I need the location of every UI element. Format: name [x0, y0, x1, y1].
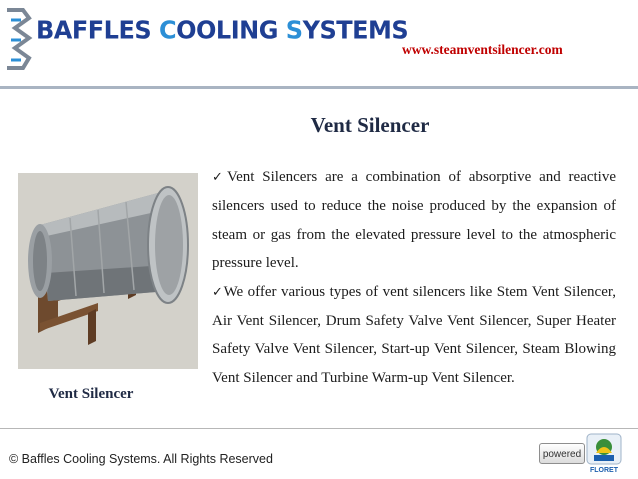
- slide-title: Vent Silencer: [310, 113, 430, 137]
- bullet-paragraph: [212, 163, 616, 278]
- footer-divider: [0, 428, 638, 429]
- brand-letter-c: C: [158, 15, 177, 45]
- floret-label: FLORET: [590, 467, 618, 474]
- brand-word-systems: YSTEMS: [302, 15, 409, 45]
- website-link[interactable]: www.steamventsilencer.com: [402, 42, 563, 57]
- floret-logo-icon[interactable]: [586, 433, 622, 471]
- description-text: [212, 163, 616, 392]
- header-divider: [0, 86, 638, 89]
- bullet-text: We offer various types of vent silencers like Stem Vent Silencer, Air Vent Silencer, Drum Safety Valve Vent Silencer, Super Heater Safety Valve Vent Silencer, Start-up Vent Silencer, Steam Blowing Vent Silencer and Turbine Warm-up Vent Silencer.: [212, 283, 616, 386]
- vent-silencer-illustration: [18, 173, 198, 369]
- checkmark-icon: ✓: [212, 170, 227, 185]
- copyright-notice: © Baffles Cooling Systems. All Rights Reserved: [9, 452, 273, 466]
- brand-name: [36, 15, 408, 44]
- photo-caption: Vent Silencer: [48, 386, 134, 402]
- powered-by-badge[interactable]: powered: [539, 443, 585, 464]
- bullet-paragraph: [212, 278, 616, 393]
- header: [0, 0, 638, 88]
- vent-silencer-photo: [18, 173, 198, 369]
- baffles-logo-icon: [3, 6, 33, 72]
- bullet-text: Vent Silencers are a combination of absorptive and reactive silencers used to reduce the noise produced by the expansion of steam or gas from the elevated pressure level to the atmospheric pressure level.: [212, 169, 616, 272]
- checkmark-icon: ✓: [212, 284, 224, 300]
- brand-letter-s: S: [285, 15, 303, 45]
- brand-word-cooling: OOLING: [176, 15, 286, 45]
- brand-word-baffles: BAFFLES: [36, 15, 159, 45]
